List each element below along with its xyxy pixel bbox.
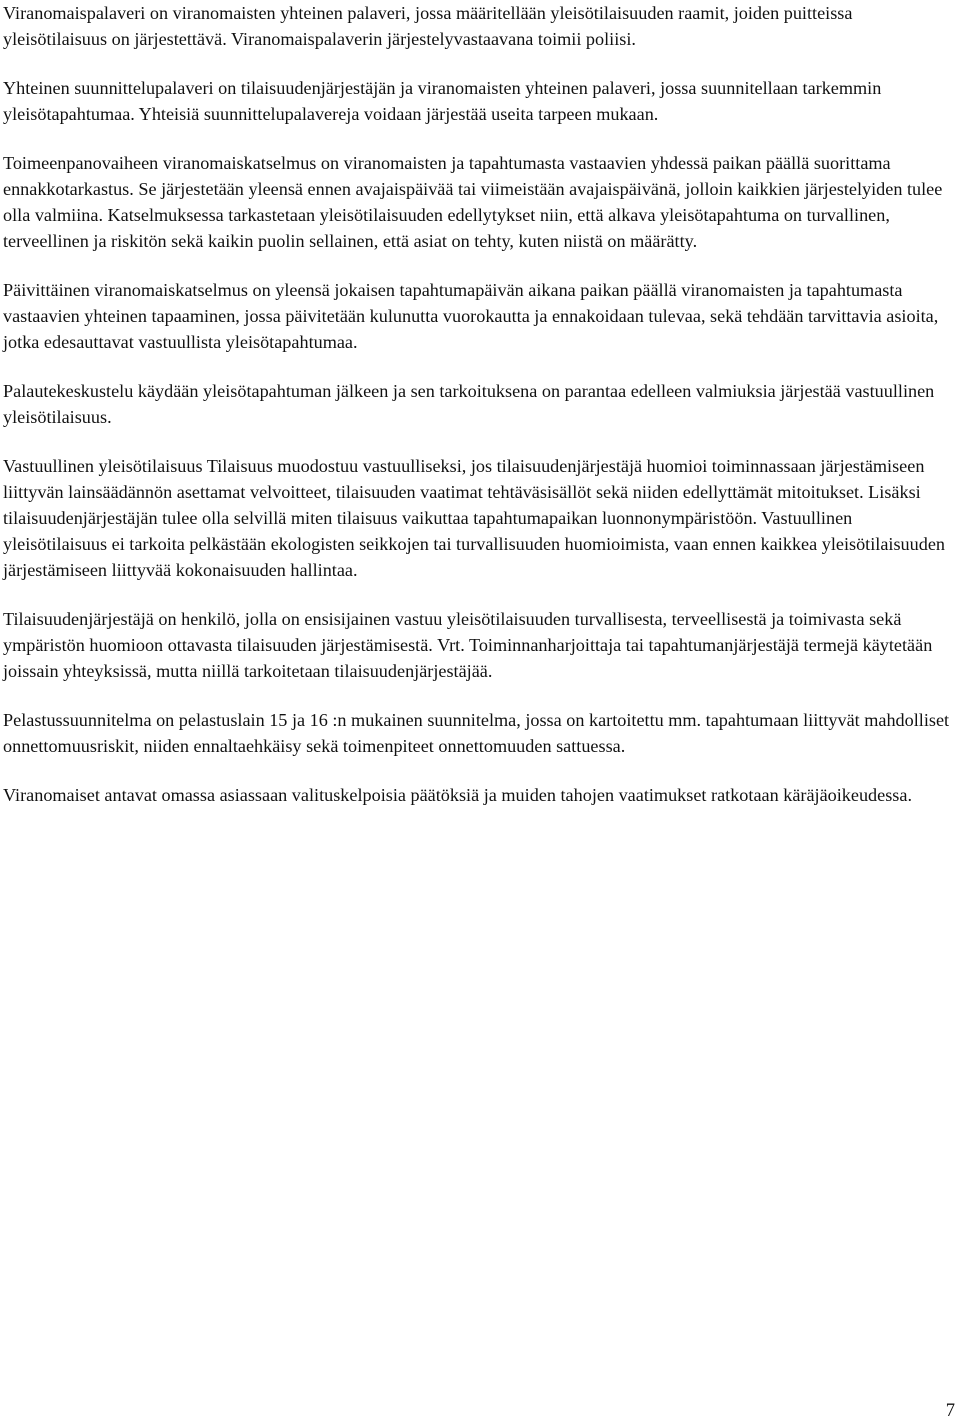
paragraph-vastuullinen-yleisotilaisuus: Vastuullinen yleisötilaisuus Tilaisuus muodostuu vastuulliseksi, jos tilaisuudenjärjestäjä huomioi toiminnassaan järjestämiseen liittyvän lainsäädännön asettamat velvoitteet, tilaisuuden vaatimat tehtäväsisällöt sekä niiden edellyttämät mitoitukset. Lisäksi tilaisuudenjärjestäjän tulee olla selvillä miten tilaisuus vaikuttaa tapahtumapaikan luonnonympäristöön. Vastuullinen yleisötilaisuus ei tarkoita pelkästään ekologisten seikkojen tai turvallisuuden huomioimista, vaan ennen kaikkea yleisötilaisuuden järjestämiseen liittyvää kokonaisuuden hallintaa. [3, 456, 945, 580]
paragraph-viranomaiset: Viranomaiset antavat omassa asiassaan valituskelpoisia päätöksiä ja muiden tahojen vaatimukset ratkotaan käräjäoikeudessa. [3, 785, 912, 805]
paragraph-suunnittelupalaveri: Yhteinen suunnittelupalaveri on tilaisuudenjärjestäjän ja viranomaisten yhteinen palaveri, jossa suunnitellaan tarkemmin yleisötapahtumaa. Yhteisiä suunnittelupalavereja voidaan järjestää useita tarpeen mukaan. [3, 78, 882, 124]
document-page [3, 0, 951, 831]
page-number: 7 [945, 1401, 955, 1421]
paragraph-viranomaispalaveri: Viranomaispalaveri on viranomaisten yhteinen palaveri, jossa määritellään yleisötilaisuuden raamit, joiden puitteissa yleisötilaisuus on järjestettävä. Viranomaispalaverin järjestelyvastaavana toimii poliisi. [3, 3, 853, 49]
paragraph-paivittainen-katselmus: Päivittäinen viranomaiskatselmus on yleensä jokaisen tapahtumapäivän aikana paikan päällä viranomaisten ja tapahtumasta vastaavien yhteinen tapaaminen, jossa päivitetään kulunutta vuorokautta ja ennakoidaan tulevaa, sekä tehdään tarvittavia asioita, jotka edesauttavat vastuullista yleisötapahtumaa. [3, 280, 939, 352]
paragraph-toimeenpanovaiheen-katselmus: Toimeenpanovaiheen viranomaiskatselmus on viranomaisten ja tapahtumasta vastaavien yhdessä paikan päällä suorittama ennakkotarkastus. Se järjestetään yleensä ennen avajaispäivää tai viimeistään avajaispäivänä, jolloin kaikkien järjestelyiden tulee olla valmiina. Katselmuksessa tarkastetaan yleisötilaisuuden edellytykset niin, että alkava yleisötapahtuma on turvallinen, terveellinen ja riskitön sekä kaikin puolin sellainen, että asiat on tehty, kuten niistä on määrätty. [3, 153, 943, 251]
paragraph-palautekeskustelu: Palautekeskustelu käydään yleisötapahtuman jälkeen ja sen tarkoituksena on parantaa edelleen valmiuksia järjestää vastuullinen yleisötilaisuus. [3, 381, 935, 427]
paragraph-pelastussuunnitelma: Pelastussuunnitelma on pelastuslain 15 ja 16 :n mukainen suunnitelma, jossa on kartoitettu mm. tapahtumaan liittyvät mahdolliset onnettomuusriskit, niiden ennaltaehkäisy sekä toimenpiteet onnettomuuden sattuessa. [3, 710, 950, 756]
paragraph-tilaisuudenjarjestaja: Tilaisuudenjärjestäjä on henkilö, jolla on ensisijainen vastuu yleisötilaisuuden turvallisesta, terveellisestä ja toimivasta sekä ympäristön huomioon ottavasta tilaisuuden järjestämisestä. Vrt. Toiminnanharjoittaja tai tapahtumanjärjestäjä termejä käytetään joissain yhteyksissä, mutta niillä tarkoitetaan tilaisuudenjärjestäjää. [3, 609, 933, 681]
